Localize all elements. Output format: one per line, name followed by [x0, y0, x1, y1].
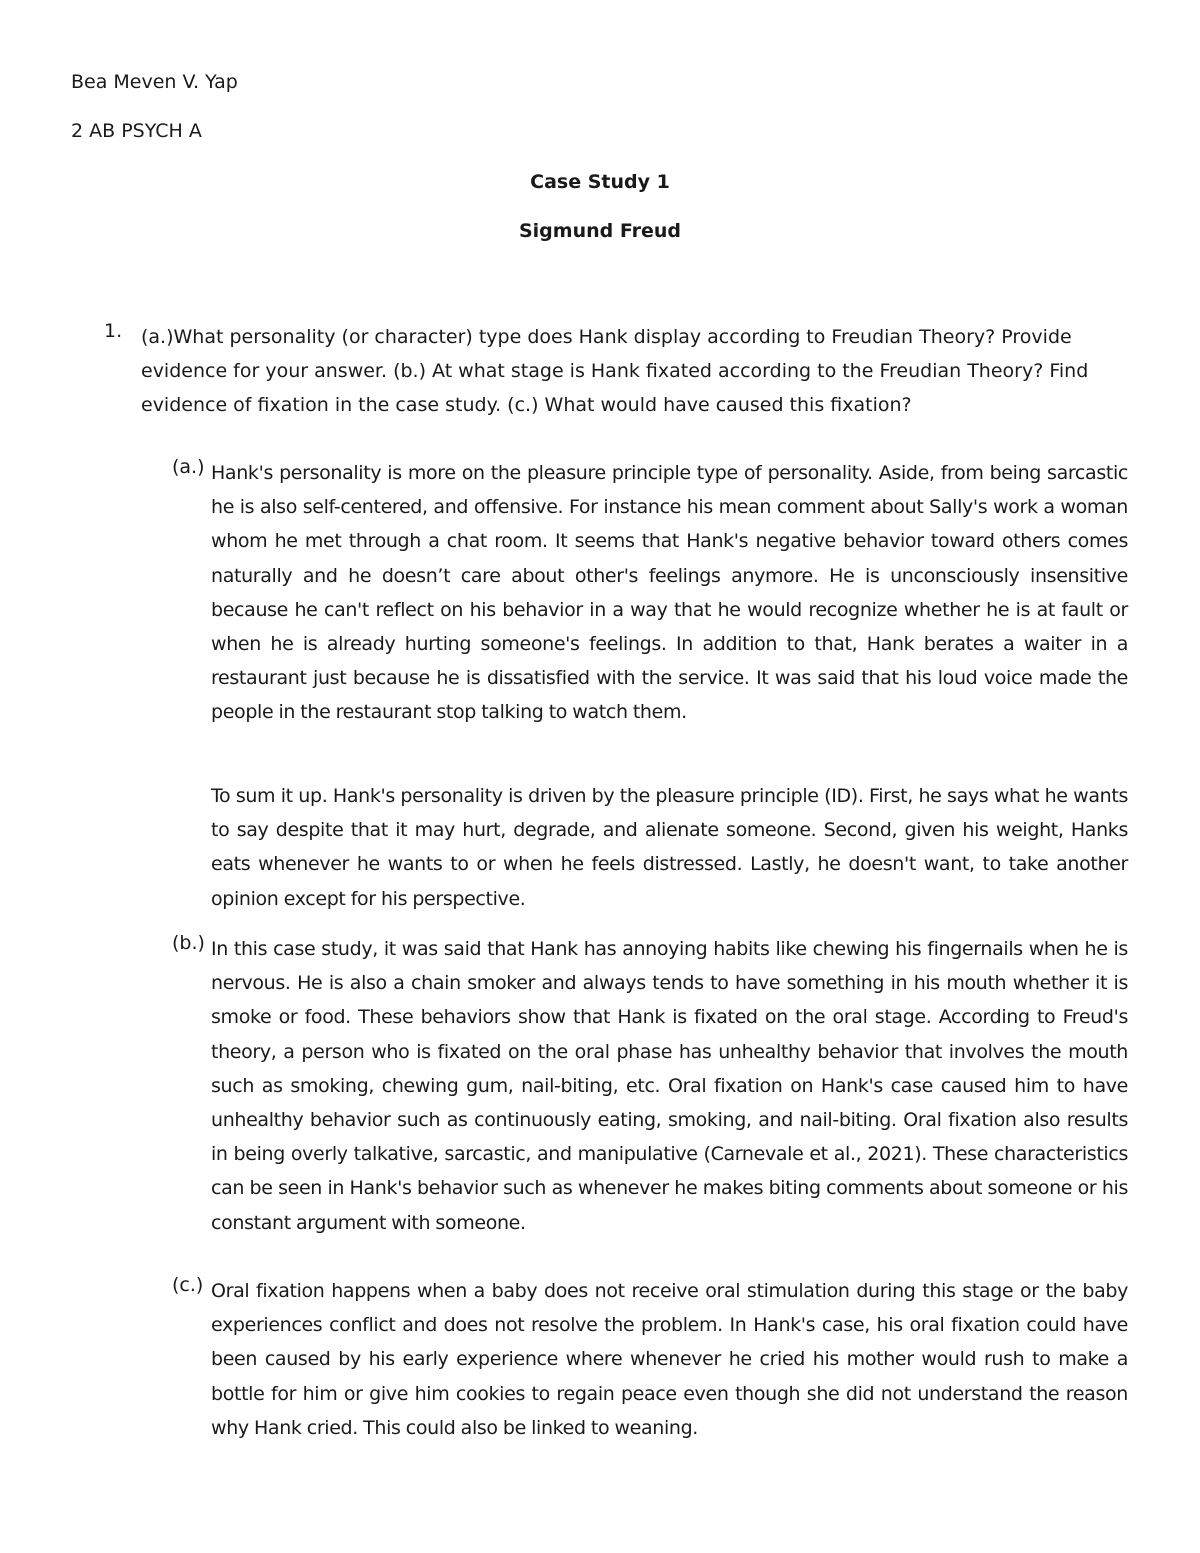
answer-a-paragraph-2: To sum it up. Hank's personality is driven by the pleasure principle (ID). First, he says what he wants to say despite that it may hurt, degrade, and alienate someone. Second, given his weight, Hanks eats whenever he wants to or when he feels distressed. Lastly, he doesn't want, to take another opinion except for his perspective.: [211, 785, 1128, 910]
class-section: 2 AB PSYCH A: [71, 120, 202, 142]
student-name: Bea Meven V. Yap: [71, 71, 238, 93]
document-subtitle: Sigmund Freud: [518, 220, 681, 242]
document-title: Case Study 1: [530, 171, 670, 193]
answer-c-label: (c.): [172, 1274, 204, 1296]
answer-b-label: (b.): [172, 932, 205, 954]
question-number: 1.: [104, 320, 123, 342]
answer-a-paragraph-1: Hank's personality is more on the pleasure principle type of personality. Aside, from being sarcastic he is also self-centered, and offensive. For instance his mean comment about Sally's work a woman whom he met through a chat room. It seems that Hank's negative behavior toward others comes naturally and he doesn’t care about other's feelings anymore. He is unconsciously insensitive because he can't reflect on his behavior in a way that he would recognize whether he is at fault or when he is already hurting someone's feelings. In addition to that, Hank berates a waiter in a restaurant just because he is dissatisfied with the service. It was said that his loud voice made the people in the restaurant stop talking to watch them.: [211, 462, 1128, 724]
question-text: (a.)What personality (or character) type does Hank display according to Freudian Theory? Provide evidence for your answer. (b.) At what stage is Hank fixated according to the Freudian Theory? Find evidence of fixation in the case study. (c.) What would have caused this fixation?: [141, 326, 1089, 417]
answer-b-paragraph: In this case study, it was said that Hank has annoying habits like chewing his fingernails when he is nervous. He is also a chain smoker and always tends to have something in his mouth whether it is smoke or food. These behaviors show that Hank is fixated on the oral stage. According to Freud's theory, a person who is fixated on the oral phase has unhealthy behavior that involves the mouth such as smoking, chewing gum, nail-biting, etc. Oral fixation on Hank's case caused him to have unhealthy behavior such as continuously eating, smoking, and nail-biting. Oral fixation also results in being overly talkative, sarcastic, and manipulative (Carnevale et al., 2021). These characteristics can be seen in Hank's behavior such as whenever he makes biting comments about someone or his constant argument with someone.: [211, 938, 1128, 1234]
answer-a-label: (a.): [172, 456, 205, 478]
answer-c-paragraph: Oral fixation happens when a baby does not receive oral stimulation during this stage or the baby experiences conflict and does not resolve the problem. In Hank's case, his oral fixation could have been caused by his early experience where whenever he cried his mother would rush to make a bottle for him or give him cookies to regain peace even though she did not understand the reason why Hank cried. This could also be linked to weaning.: [211, 1280, 1128, 1439]
